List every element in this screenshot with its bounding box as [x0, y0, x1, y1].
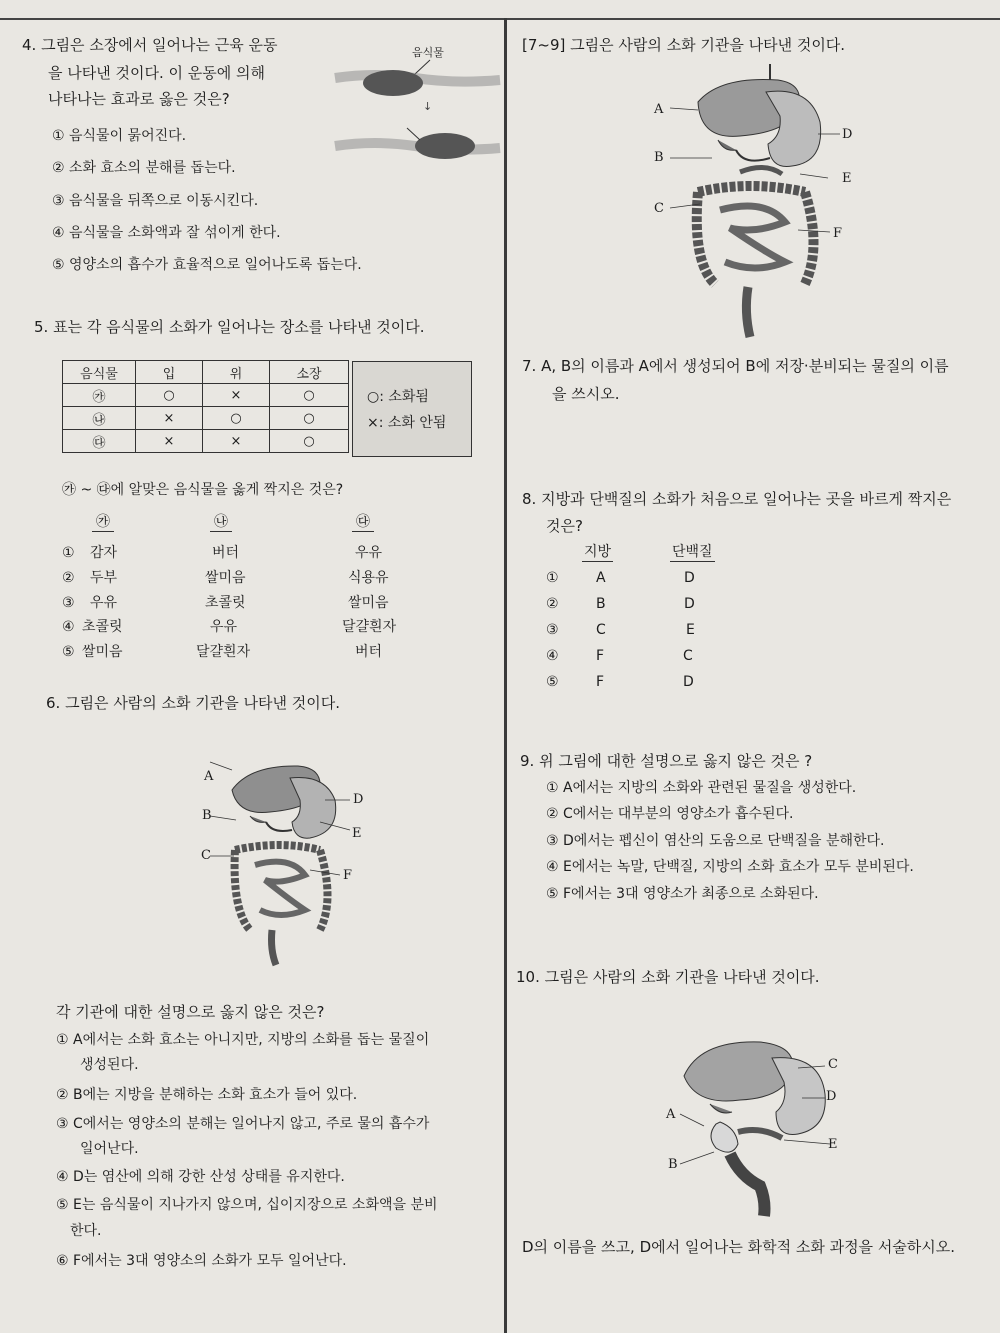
table-header: 입	[136, 361, 203, 384]
q10-prompt: D의 이름을 쓰고, D에서 일어나는 화학적 소화 과정을 서술하시오.	[522, 1238, 956, 1256]
table-cell: ㉮	[63, 384, 136, 407]
q6-label-e: E	[352, 826, 362, 841]
q5-answer-num: ①	[62, 545, 75, 561]
q10-label-a: A	[666, 1107, 676, 1122]
q9-option-1: ① A에서는 지방의 소화와 관련된 물질을 생성한다.	[546, 780, 857, 796]
q6-label-b: B	[202, 808, 212, 823]
q6-option-2: ② B에는 지방을 분해하는 소화 효소가 들어 있다.	[56, 1087, 358, 1103]
q7-stem-2: 을 쓰시오.	[552, 385, 620, 403]
q6-option-5-cont: 한다.	[70, 1223, 102, 1239]
table-cell: ○	[136, 384, 203, 407]
q8-answer-cell: D	[683, 674, 694, 690]
q10-label-b: B	[668, 1157, 678, 1172]
q8-answer-cell: C	[683, 648, 693, 664]
q6-option-5: ⑤ E는 음식물이 지나가지 않으며, 십이지장으로 소화액을 분비	[56, 1197, 438, 1213]
q8-col-header-protein: 단백질	[672, 544, 713, 560]
q5-answer-cell: 우유	[355, 545, 383, 561]
q8-answer-num: ③	[546, 622, 559, 638]
table-cell: ○	[270, 384, 349, 407]
q5-answer-cell: 초콜릿	[205, 595, 246, 611]
q4-option-4: ④ 음식물을 소화액과 잘 섞이게 한다.	[52, 225, 281, 241]
q6-digestive-system-figure	[210, 760, 370, 970]
top-rule	[0, 18, 1000, 20]
q4-option-2: ② 소화 효소의 분해를 돕는다.	[52, 160, 236, 176]
q5-col-header: ㉯	[210, 514, 232, 532]
q8-answer-num: ①	[546, 570, 559, 586]
q4-stem-3: 나타나는 효과로 옳은 것은?	[48, 90, 230, 108]
q5-answer-cell: 감자	[90, 545, 118, 561]
q5-answer-num: ②	[62, 570, 75, 586]
q10-label-d: D	[826, 1089, 837, 1104]
table-cell: ×	[203, 430, 270, 453]
q6-label-c: C	[201, 848, 211, 863]
q5-digestion-table	[62, 360, 349, 453]
table-cell: ○	[270, 430, 349, 453]
q4-food-label: 음식물	[412, 46, 444, 59]
q4-option-3: ③ 음식물을 뒤쪽으로 이동시킨다.	[52, 193, 259, 209]
q7-9-label-e: E	[842, 171, 852, 186]
table-cell: ㉰	[63, 430, 136, 453]
column-divider	[504, 18, 507, 1333]
legend-digested: ○: 소화됨	[367, 389, 429, 405]
q5-answer-cell: 달걀흰자	[196, 644, 251, 660]
q6-label-f: F	[343, 868, 353, 883]
q5-answer-cell: 쌀미음	[205, 570, 246, 586]
q7-9-header: [7~9] 그림은 사람의 소화 기관을 나타낸 것이다.	[522, 36, 846, 54]
q5-answer-num: ④	[62, 619, 75, 635]
q9-stem: 9. 위 그림에 대한 설명으로 옳지 않은 것은 ?	[520, 752, 813, 770]
q9-option-2: ② C에서는 대부분의 영양소가 흡수된다.	[546, 806, 794, 822]
q7-9-label-a: A	[654, 102, 664, 117]
q6-option-3: ③ C에서는 영양소의 분해는 일어나지 않고, 주로 물의 흡수가	[56, 1116, 430, 1132]
svg-text:↓: ↓	[423, 100, 433, 113]
q8-answer-cell: D	[684, 596, 695, 612]
q7-9-label-d: D	[842, 127, 853, 142]
q5-answer-cell: 쌀미음	[348, 595, 389, 611]
table-header: 위	[203, 361, 270, 384]
table-cell: ○	[270, 407, 349, 430]
q8-answer-cell: C	[596, 622, 606, 638]
q7-9-label-f: F	[833, 226, 843, 241]
q9-option-3: ③ D에서는 펩신이 염산의 도움으로 단백질을 분해한다.	[546, 833, 885, 849]
q5-answer-cell: 우유	[210, 619, 238, 635]
q5-answer-cell: 버터	[212, 545, 240, 561]
q8-answer-num: ⑤	[546, 674, 559, 690]
table-cell: ○	[203, 407, 270, 430]
q4-option-5: ⑤ 영양소의 흡수가 효율적으로 일어나도록 돕는다.	[52, 257, 362, 273]
table-cell: ×	[136, 430, 203, 453]
q5-answer-cell: 식용유	[348, 570, 389, 586]
q9-option-5: ⑤ F에서는 3대 영양소가 최종으로 소화된다.	[546, 886, 819, 902]
q6-label-a: A	[204, 769, 214, 784]
q5-col-header: ㉮	[92, 514, 114, 532]
q10-digestive-organs-figure	[680, 1036, 830, 1216]
q8-answer-num: ②	[546, 596, 559, 612]
q8-answer-num: ④	[546, 648, 559, 664]
q7-9-label-b: B	[654, 150, 664, 165]
q6-stem: 6. 그림은 사람의 소화 기관을 나타낸 것이다.	[46, 694, 341, 712]
q10-label-c: C	[828, 1057, 838, 1072]
q8-answer-cell: F	[596, 674, 605, 690]
table-cell: ×	[203, 384, 270, 407]
q5-answer-num: ⑤	[62, 644, 75, 660]
q8-answer-cell: D	[684, 570, 695, 586]
q5-answer-cell: 우유	[90, 595, 118, 611]
q4-stem-2: 을 나타낸 것이다. 이 운동에 의해	[48, 64, 265, 82]
q8-answer-cell: E	[686, 622, 695, 638]
q5-col-header: ㉰	[352, 514, 374, 532]
q5-stem: 5. 표는 각 음식물의 소화가 일어나는 장소를 나타낸 것이다.	[34, 318, 425, 336]
q5-answer-cell: 쌀미음	[82, 644, 123, 660]
q8-stem-1: 8. 지방과 단백질의 소화가 처음으로 일어나는 곳을 바르게 짝지은	[522, 490, 952, 508]
table-header: 음식물	[63, 361, 136, 384]
q6-option-4: ④ D는 염산에 의해 강한 산성 상태를 유지한다.	[56, 1169, 345, 1185]
q8-answer-cell: B	[596, 596, 606, 612]
q6-option-1: ① A에서는 소화 효소는 아니지만, 지방의 소화를 돕는 물질이	[56, 1032, 430, 1048]
q5-answer-cell: 버터	[355, 644, 383, 660]
q6-prompt: 각 기관에 대한 설명으로 옳지 않은 것은?	[56, 1003, 325, 1021]
q7-9-digestive-system-figure	[670, 62, 830, 347]
q10-label-e: E	[828, 1137, 838, 1152]
q4-stem-1: 4. 그림은 소장에서 일어나는 근육 운동	[22, 36, 278, 54]
q5-answer-cell: 초콜릿	[82, 619, 123, 635]
q7-9-label-c: C	[654, 201, 664, 216]
q5-legend	[352, 361, 472, 457]
q8-col-header-fat: 지방	[584, 544, 612, 560]
q6-option-3-cont: 일어난다.	[80, 1141, 139, 1157]
legend-not-digested: ×: 소화 안됨	[367, 415, 447, 431]
q9-option-4: ④ E에서는 녹말, 단백질, 지방의 소화 효소가 모두 분비된다.	[546, 859, 914, 875]
q5-answer-num: ③	[62, 595, 75, 611]
table-cell: ㉯	[63, 407, 136, 430]
q8-answer-cell: F	[596, 648, 605, 664]
q8-stem-2: 것은?	[546, 517, 583, 535]
q5-answer-cell: 달걀흰자	[342, 619, 397, 635]
q7-stem-1: 7. A, B의 이름과 A에서 생성되어 B에 저장·분비되는 물질의 이름	[522, 357, 949, 375]
q6-option-1-cont: 생성된다.	[80, 1057, 139, 1073]
q10-stem: 10. 그림은 사람의 소화 기관을 나타낸 것이다.	[516, 968, 820, 986]
q4-option-1: ① 음식물이 묽어진다.	[52, 128, 187, 144]
q5-answer-cell: 두부	[90, 570, 118, 586]
table-cell: ×	[136, 407, 203, 430]
q6-label-d: D	[353, 792, 364, 807]
q6-option-6: ⑥ F에서는 3대 영양소의 소화가 모두 일어난다.	[56, 1253, 347, 1269]
table-header: 소장	[270, 361, 349, 384]
q5-prompt: ㉮ ~ ㉰에 알맞은 음식물을 옳게 짝지은 것은?	[62, 482, 344, 498]
q8-answer-cell: A	[596, 570, 606, 586]
intestine-segmentation-figure	[335, 58, 505, 168]
